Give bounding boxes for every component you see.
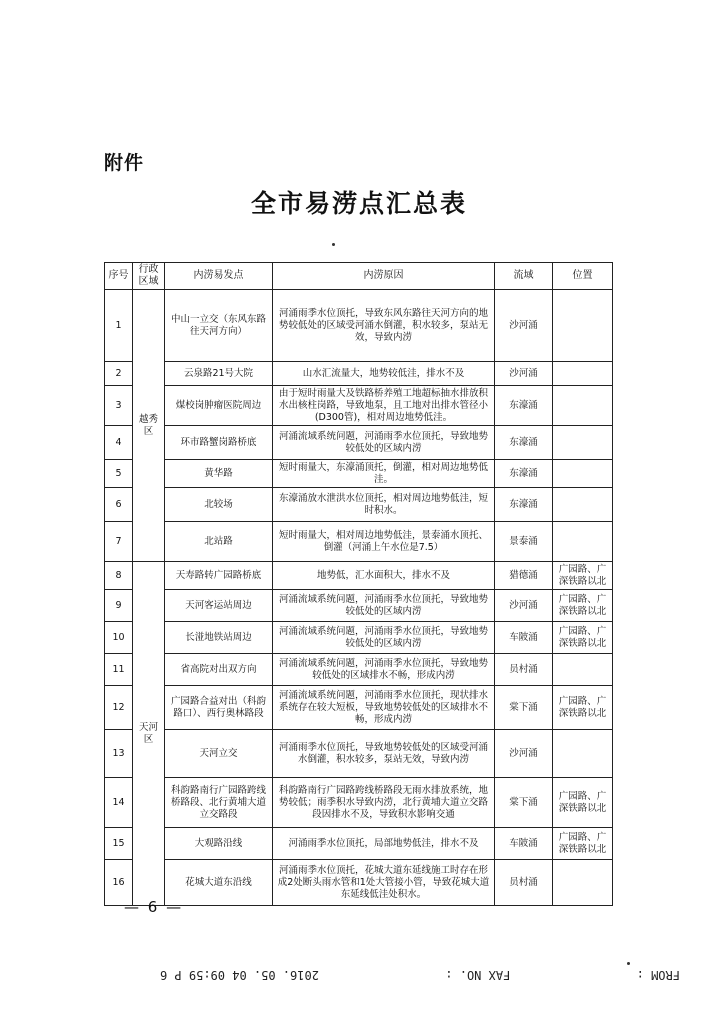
row-no-cell: 7 (105, 522, 133, 562)
fax-header (160, 968, 680, 982)
row-no-cell: 11 (105, 654, 133, 686)
row-reason-cell: 短时雨量大，相对周边地势低洼，景泰涌水顶托、倒灌（河涌上午水位是7.5） (273, 522, 495, 562)
row-reason-cell: 河涌雨季水位顶托，导致地势较低处的区域受河涌水倒灌，积水较多，泵站无效，导致内涝 (273, 730, 495, 778)
row-point-cell: 环市路蟹岗路桥底 (165, 426, 273, 460)
row-reason-cell: 河涌雨季水位顶托，花城大道东延线施工时存在形成2处断头雨水管和1处大管接小管，导致花城大道东延线低洼处积水。 (273, 860, 495, 906)
table-row (105, 460, 613, 488)
row-location-cell (553, 860, 613, 906)
page-title: 全市易涝点汇总表 (250, 189, 467, 218)
row-no-cell: 15 (105, 828, 133, 860)
row-location-cell (553, 290, 613, 362)
row-location-cell (553, 426, 613, 460)
row-location-cell: 广园路、广深铁路以北 (553, 828, 613, 860)
attachment-label: 附件 (104, 152, 145, 174)
table-row (105, 488, 613, 522)
row-basin-cell: 车陂涌 (495, 828, 553, 860)
row-basin-cell: 沙河涌 (495, 730, 553, 778)
table-row (105, 562, 613, 590)
page-number: — 6 — (124, 898, 184, 916)
scan-speck (627, 962, 630, 965)
row-no-cell: 6 (105, 488, 133, 522)
row-point-cell: 煤校岗肿瘤医院周边 (165, 386, 273, 426)
row-reason-cell: 科韵路南行广园路跨线桥路段无雨水排放系统，地势较低；雨季积水导致内涝，北行黄埔大道立交路段因排水不及，导致积水影响交通 (273, 778, 495, 828)
row-location-cell: 广园路、广深铁路以北 (553, 778, 613, 828)
row-point-cell: 广园路合益对出（科韵路口）、西行奥林路段 (165, 686, 273, 730)
row-point-cell: 大观路沿线 (165, 828, 273, 860)
row-no-cell: 8 (105, 562, 133, 590)
row-no-cell: 2 (105, 362, 133, 386)
waterlogging-summary-table (104, 262, 613, 906)
row-no-cell: 1 (105, 290, 133, 362)
row-reason-cell: 河涌流域系统问题，河涌雨季水位顶托，导致地势较低处的区域内涝 (273, 426, 495, 460)
row-reason-cell: 河涌流域系统问题，河涌雨季水位顶托，现状排水系统存在较大短板，导致地势较低处的区域排水不畅，形成内涝 (273, 686, 495, 730)
row-point-cell: 天河客运站周边 (165, 590, 273, 622)
row-location-cell: 广园路、广深铁路以北 (553, 686, 613, 730)
row-basin-cell: 员村涌 (495, 860, 553, 906)
table-row (105, 362, 613, 386)
header-cell: 位置 (553, 263, 613, 290)
row-point-cell: 花城大道东沿线 (165, 860, 273, 906)
row-reason-cell: 河涌流域系统问题，河涌雨季水位顶托，导致地势较低处的区域排水不畅，形成内涝 (273, 654, 495, 686)
row-reason-cell: 地势低，汇水面积大，排水不及 (273, 562, 495, 590)
row-location-cell: 广园路、广深铁路以北 (553, 562, 613, 590)
row-no-cell: 4 (105, 426, 133, 460)
row-reason-cell: 河涌雨季水位顶托，局部地势低洼，排水不及 (273, 828, 495, 860)
row-reason-cell: 由于短时雨量大及铁路桥养殖工地超标抽水排放积水出核柱岗路，导致地泵，且工地对出排水管径小(D300管)，相对周边地势低洼。 (273, 386, 495, 426)
table-row (105, 730, 613, 778)
fax-datetime: 2016. 05. 04 09:59 P 6 (160, 968, 319, 982)
row-basin-cell: 车陂涌 (495, 622, 553, 654)
scan-speck (332, 243, 335, 246)
row-no-cell: 5 (105, 460, 133, 488)
district-cell: 越秀区 (133, 290, 165, 562)
row-reason-cell: 河涌流域系统问题，河涌雨季水位顶托，导致地势较低处的区域内涝 (273, 622, 495, 654)
row-location-cell (553, 362, 613, 386)
row-basin-cell: 沙河涌 (495, 290, 553, 362)
header-cell: 序号 (105, 263, 133, 290)
table-row (105, 778, 613, 828)
row-basin-cell: 东濠涌 (495, 426, 553, 460)
table-row (105, 828, 613, 860)
row-point-cell: 黄华路 (165, 460, 273, 488)
row-location-cell (553, 386, 613, 426)
row-basin-cell: 沙河涌 (495, 590, 553, 622)
row-basin-cell: 东濠涌 (495, 488, 553, 522)
header-cell: 行政区域 (133, 263, 165, 290)
row-no-cell: 9 (105, 590, 133, 622)
row-location-cell: 广园路、广深铁路以北 (553, 590, 613, 622)
row-no-cell: 16 (105, 860, 133, 906)
row-basin-cell: 景泰涌 (495, 522, 553, 562)
table-header-row (105, 263, 613, 290)
row-location-cell (553, 460, 613, 488)
row-point-cell: 天寿路转广园路桥底 (165, 562, 273, 590)
fax-from: FROM : (636, 968, 680, 982)
fax-number: FAX NO. : (445, 968, 511, 982)
district-cell: 天河区 (133, 562, 165, 906)
row-basin-cell: 猎德涌 (495, 562, 553, 590)
row-reason-cell: 东濠涌放水泄洪水位顶托，相对周边地势低洼，短时积水。 (273, 488, 495, 522)
row-reason-cell: 山水汇流量大，地势较低洼，排水不及 (273, 362, 495, 386)
row-point-cell: 省高院对出双方向 (165, 654, 273, 686)
row-basin-cell: 员村涌 (495, 654, 553, 686)
table-row (105, 522, 613, 562)
row-reason-cell: 河涌雨季水位顶托，导致东风东路往天河方向的地势较低处的区域受河涌水倒灌，积水较多，泵站无效，导致内涝 (273, 290, 495, 362)
table-row (105, 686, 613, 730)
row-basin-cell: 棠下涌 (495, 778, 553, 828)
row-point-cell: 北站路 (165, 522, 273, 562)
row-point-cell: 云泉路21号大院 (165, 362, 273, 386)
row-basin-cell: 棠下涌 (495, 686, 553, 730)
row-no-cell: 3 (105, 386, 133, 426)
row-point-cell: 科韵路南行广园路跨线桥路段、北行黄埔大道立交路段 (165, 778, 273, 828)
table-row (105, 290, 613, 362)
row-location-cell (553, 730, 613, 778)
row-location-cell: 广园路、广深铁路以北 (553, 622, 613, 654)
row-point-cell: 北较场 (165, 488, 273, 522)
row-no-cell: 14 (105, 778, 133, 828)
row-no-cell: 13 (105, 730, 133, 778)
row-reason-cell: 河涌流域系统问题，河涌雨季水位顶托，导致地势较低处的区域内涝 (273, 590, 495, 622)
row-basin-cell: 东濠涌 (495, 460, 553, 488)
table-row (105, 654, 613, 686)
row-no-cell: 10 (105, 622, 133, 654)
table-row (105, 426, 613, 460)
header-cell: 内涝原因 (273, 263, 495, 290)
row-basin-cell: 东濠涌 (495, 386, 553, 426)
table-row (105, 386, 613, 426)
row-reason-cell: 短时雨量大，东濠涌顶托，倒灌，相对周边地势低洼。 (273, 460, 495, 488)
header-cell: 流域 (495, 263, 553, 290)
header-cell: 内涝易发点 (165, 263, 273, 290)
row-location-cell (553, 654, 613, 686)
table-row (105, 590, 613, 622)
row-point-cell: 天河立交 (165, 730, 273, 778)
row-point-cell: 长湴地铁站周边 (165, 622, 273, 654)
row-no-cell: 12 (105, 686, 133, 730)
row-location-cell (553, 488, 613, 522)
row-basin-cell: 沙河涌 (495, 362, 553, 386)
row-location-cell (553, 522, 613, 562)
row-point-cell: 中山一立交（东风东路往天河方向） (165, 290, 273, 362)
table-row (105, 622, 613, 654)
